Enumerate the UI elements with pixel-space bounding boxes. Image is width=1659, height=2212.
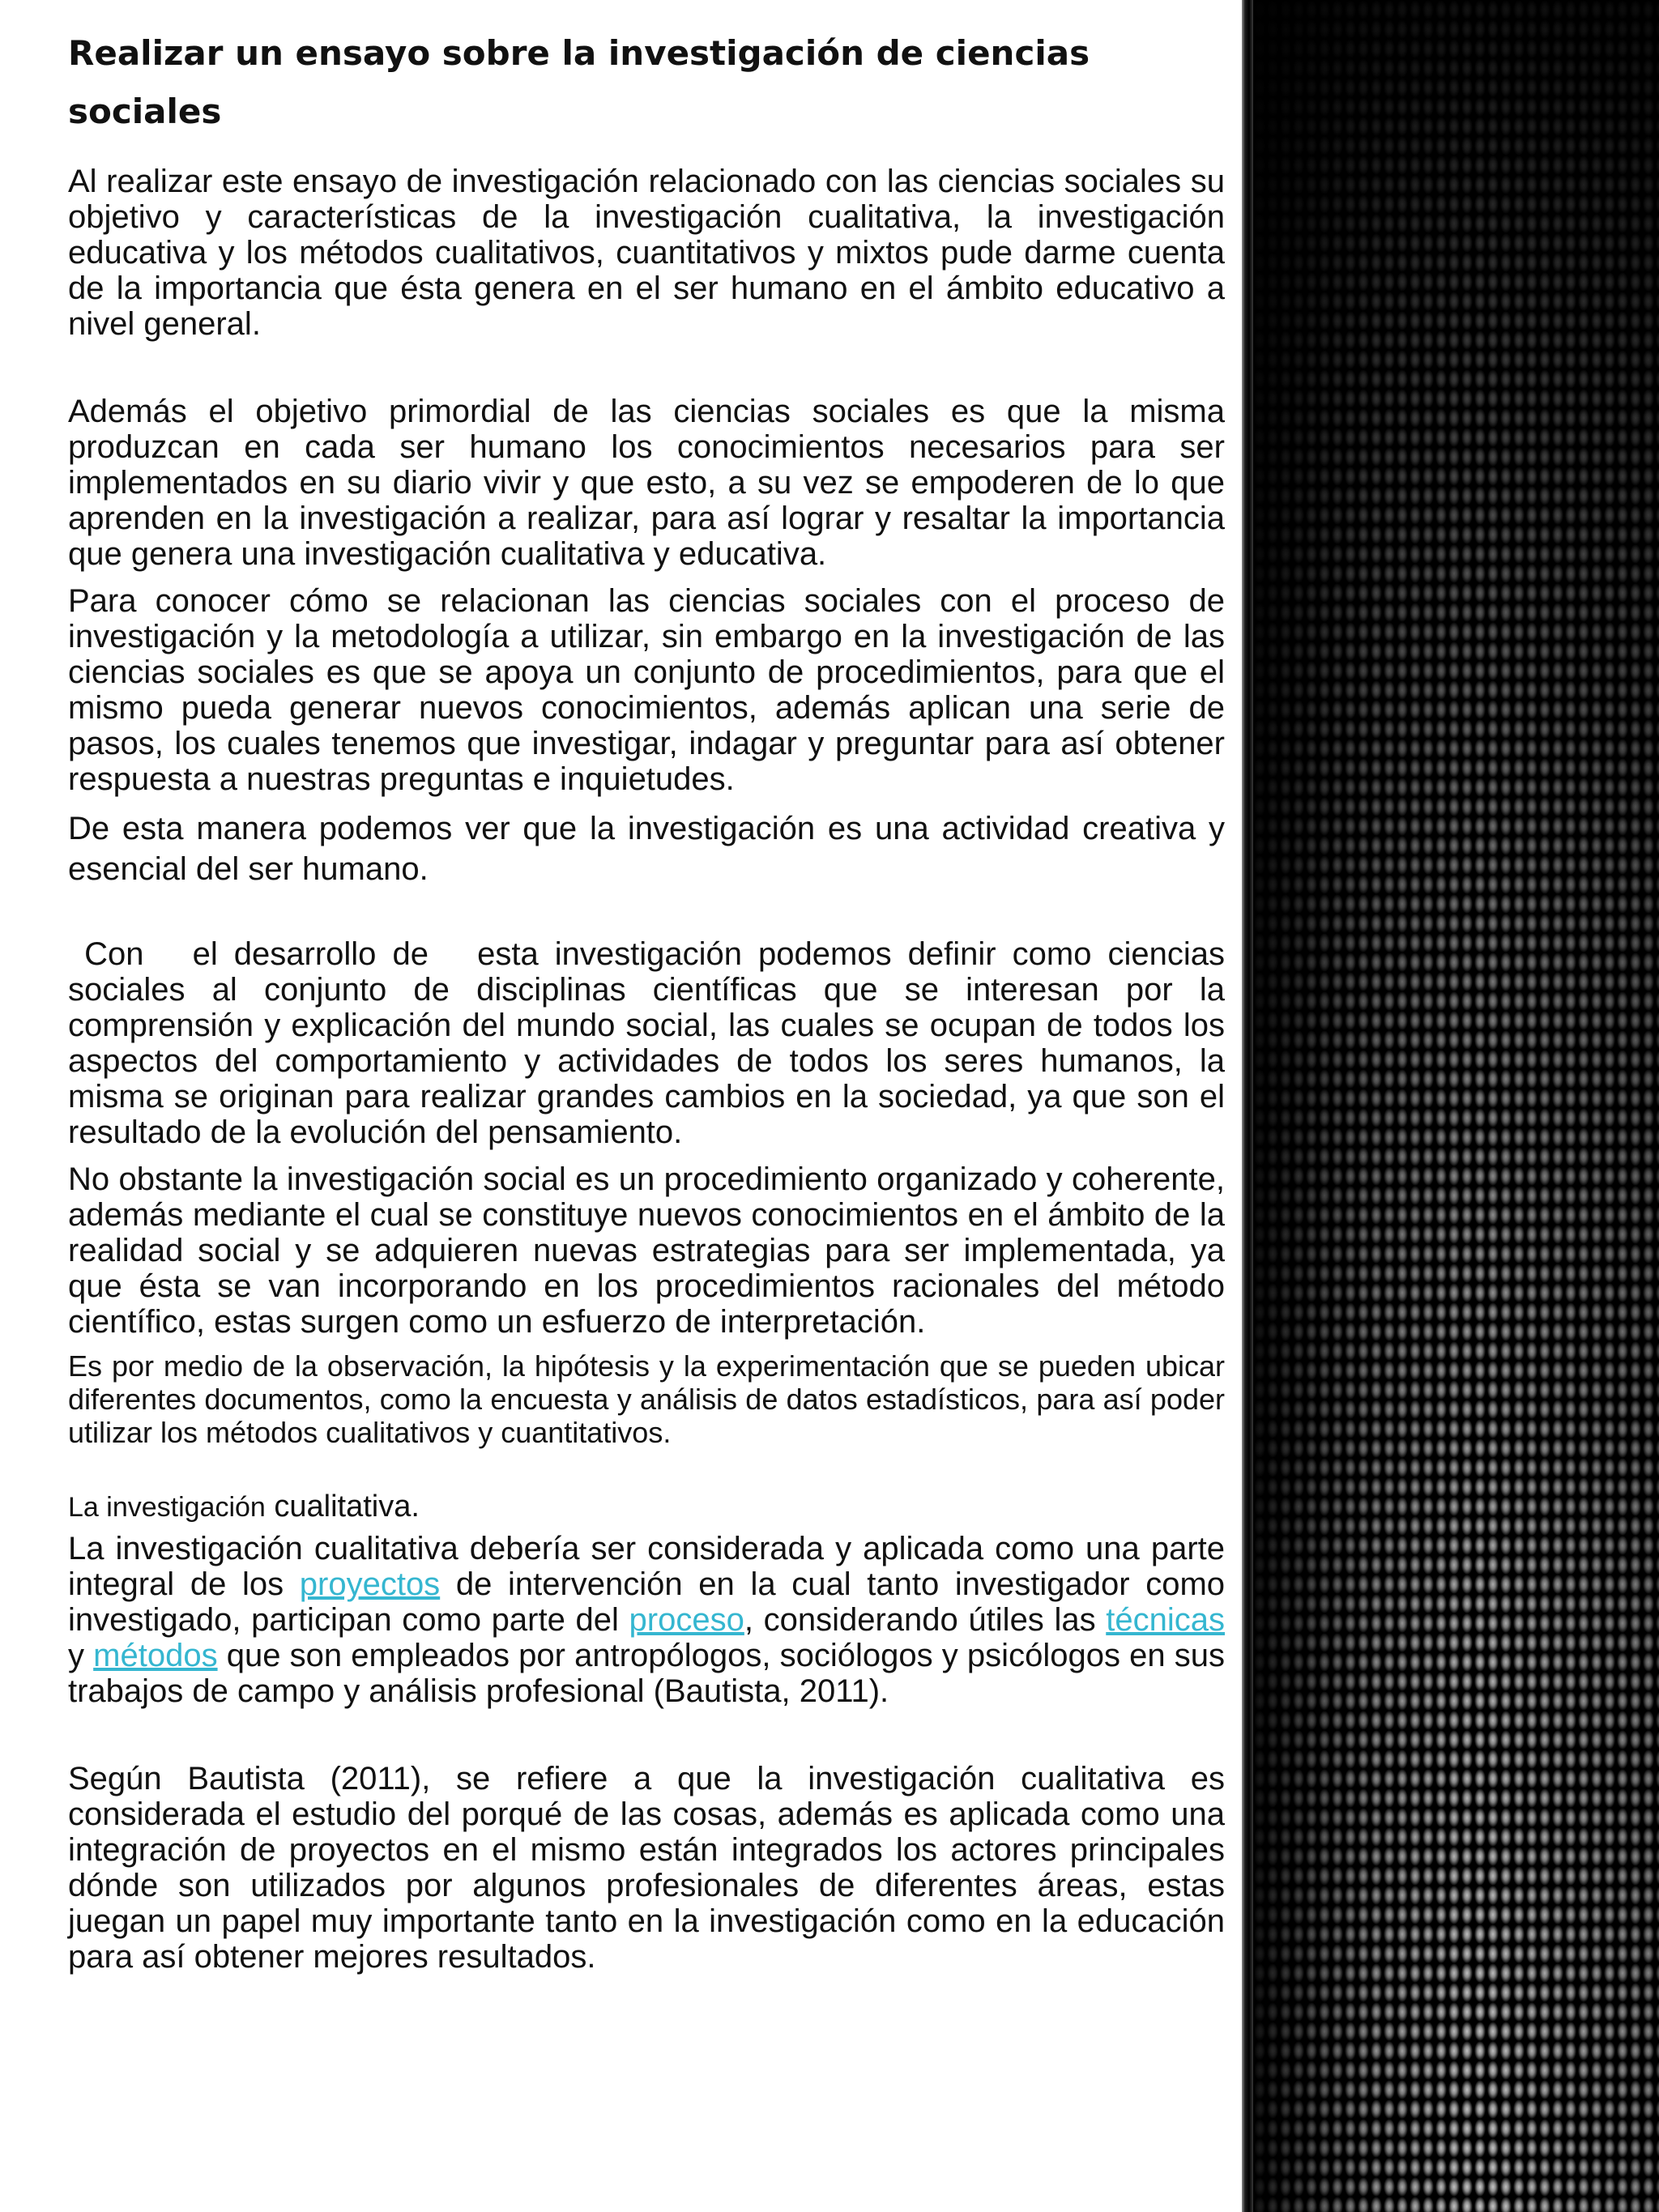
paragraph-intro: Al realizar este ensayo de investigación relacionado con las ciencias sociales su objetivo y características de la investigación cualitativa, la investigación educativa y los métodos cualitativos, cuantitativos y mixtos pude darme cuenta de la importancia que ésta genera en el ser humano en el ámbito educativo a nivel general. — [68, 164, 1225, 342]
paragraph-qualitative-text-3: , considerando útiles las — [744, 1602, 1107, 1638]
section-heading-tail: cualitativa. — [265, 1490, 420, 1524]
paragraph-qualitative — [68, 1531, 1225, 1709]
paragraph-definition: Con el desarrollo de esta investigación podemos definir como ciencias sociales al conjunto de disciplinas científicas que se interesan por la comprensión y explicación del mundo social, las cuales se ocupan de todos los aspectos del comportamiento y actividades de todos los seres humanos, la misma se originan para realizar grandes cambios en la sociedad, ya que son el resultado de la evolución del pensamiento. — [68, 936, 1235, 1150]
vertical-divider — [1242, 0, 1253, 2212]
link-tecnicas[interactable]: técnicas — [1106, 1602, 1225, 1638]
decorative-side-panel — [1253, 0, 1659, 2212]
link-proyectos[interactable]: proyectos — [299, 1566, 441, 1602]
section-heading — [68, 1488, 1225, 1526]
document-content — [68, 24, 1235, 1975]
paragraph-qualitative-text-4: y — [68, 1638, 94, 1673]
document-title: Realizar un ensayo sobre la investigación de ciencias sociales — [68, 33, 1090, 131]
paragraph-creative-activity: De esta manera podemos ver que la investigación es una actividad creativa y esencial del ser humano. — [68, 811, 1225, 887]
link-proceso[interactable]: proceso — [629, 1602, 744, 1638]
paragraph-qualitative-text-2: de intervención en la cual tanto investigador como investigado, participan como parte del — [68, 1566, 1226, 1638]
paragraph-bautista: Según Bautista (2011), se refiere a que la investigación cualitativa es considerada el estudio del porqué de las cosas, además es aplicada como una integración de proyectos en el mismo están integrados los actores principales dónde son utilizados por algunos profesionales de diferentes áreas, estas juegan un papel muy importante tanto en la investigación como en la educación para así obtener mejores resultados. — [68, 1761, 1225, 1975]
paragraph-qualitative-text-5: que son empleados por antropólogos, sociólogos y psicólogos en sus trabajos de campo y análisis profesional (Bautista, 2011). — [68, 1638, 1225, 1709]
paragraph-objective: Además el objetivo primordial de las ciencias sociales es que la misma produzcan en cada ser humano los conocimientos necesarios para ser implementados en su diario vivir y que esto, a su vez se empoderen de lo que aprenden en la investigación a realizar, para así lograr y resaltar la importancia que genera una investigación cualitativa y educativa. — [68, 394, 1225, 572]
paragraph-qualitative-text-1: La investigación cualitativa debería ser considerada y aplicada como una parte integral de los — [68, 1531, 1225, 1602]
paragraph-social-research: No obstante la investigación social es un procedimiento organizado y coherente, además mediante el cual se constituye nuevos conocimientos en el ámbito de la realidad social y se adquieren nuevas estrategias para ser implementada, ya que ésta se van incorporando en los procedimientos racionales del método científico, estas surgen como un esfuerzo de interpretación. — [68, 1161, 1225, 1340]
link-metodos[interactable]: métodos — [93, 1638, 218, 1673]
section-heading-lead: La investigación — [68, 1492, 266, 1523]
paragraph-observation: Es por medio de la observación, la hipótesis y la experimentación que se pueden ubicar diferentes documentos, como la encuesta y análisis de datos estadísticos, para así poder utilizar los métodos cualitativos y cuantitativos. — [68, 1349, 1225, 1449]
paragraph-relation: Para conocer cómo se relacionan las ciencias sociales con el proceso de investigación y la metodología a utilizar, sin embargo en la investigación de las ciencias sociales es que se apoya un conjunto de procedimientos, para que el mismo pueda generar nuevos conocimientos, además aplican una serie de pasos, los cuales tenemos que investigar, indagar y preguntar para así obtener respuesta a nuestras preguntas e inquietudes. — [68, 583, 1225, 797]
